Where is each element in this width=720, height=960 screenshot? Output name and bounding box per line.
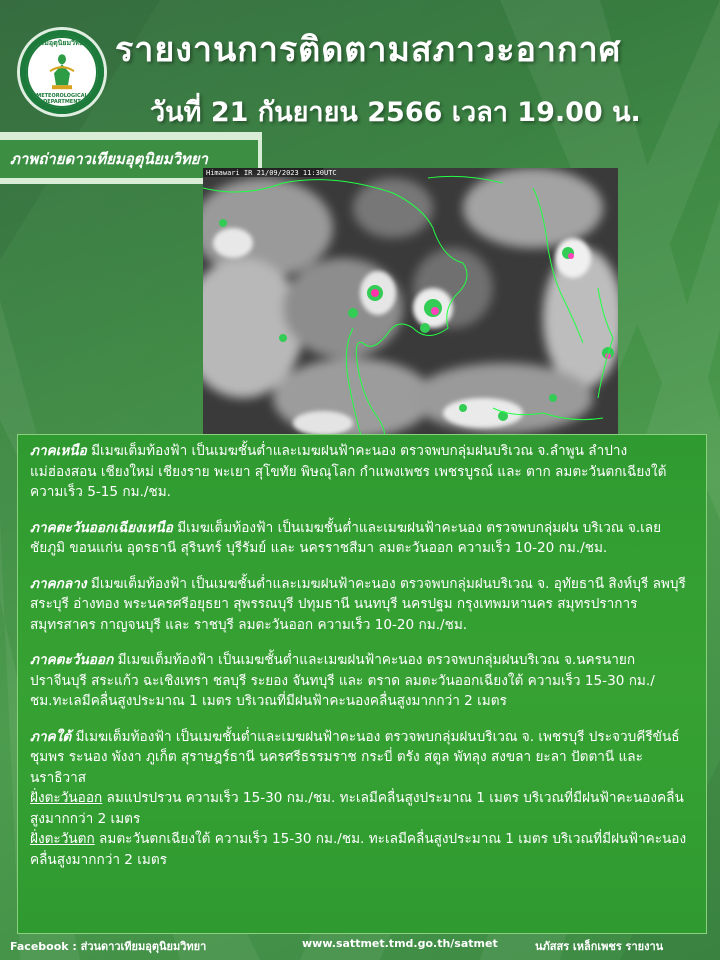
report-northeast-text: มีเมฆเต็มท้องฟ้า เป็นเมฆชั้นต่ำและเมฆฝนฟ้าคะนอง ตรวจพบกลุ่มฝน บริเวณ จ.เลย ชัยภูมิ ขอนแก่น อุดรธานี สุรินทร์ บุรีรัมย์ และ นครราชสีมา ลมตะวันออก ความเร็ว 10-20 กม./ชม.	[30, 519, 662, 556]
satellite-image	[203, 168, 618, 443]
report-south-text: มีเมฆเต็มท้องฟ้า เป็นเมฆชั้นต่ำและเมฆฝนฟ้าคะนอง ตรวจพบกลุ่มฝนบริเวณ จ. เพชรบุรี ประจวบคีรีขันธ์ ชุมพร ระนอง พังงา ภูเก็ต สุราษฎร์ธานี นครศรีธรรมราช กระบี่ ตรัง สตูล พัทลุง สงขลา ยะลา ปัตตานี และ นราธิวาส	[30, 728, 680, 786]
weather-report	[17, 434, 707, 934]
report-central-text: มีเมฆเต็มท้องฟ้า เป็นเมฆชั้นต่ำและเมฆฝนฟ้าคะนอง ตรวจพบกลุ่มฝนบริเวณ จ. อุทัยธานี สิงห์บุรี ลพบุรี สระบุรี อ่างทอง พระนครศรีอยุธยา สุพรรณบุรี ปทุมธานี นนทบุรี นครปฐม กรุงเทพมหานคร สมุทรปราการ สมุทรสาคร กาญจนบุรี และ ราชบุรี ลมตะวันออก ความเร็ว 10-20 กม./ชม.	[30, 575, 686, 633]
region-northeast: ภาคตะวันออกเฉียงเหนือ	[30, 519, 173, 536]
logo-top-text: กรมอุตุนิยมวิทยา	[36, 39, 88, 47]
report-northeast	[30, 518, 694, 559]
region-central: ภาคกลาง	[30, 575, 87, 592]
footer-website[interactable]: www.sattmet.tmd.go.th/satmet	[302, 937, 498, 950]
west-coast-label: ฝั่งตะวันตก	[30, 831, 95, 847]
satellite-label: Himawari IR 21/09/2023 11:30UTC	[206, 169, 337, 177]
east-coast-label: ฝั่งตะวันออก	[30, 790, 103, 806]
report-east	[30, 650, 694, 712]
region-east: ภาคตะวันออก	[30, 652, 114, 668]
report-north	[30, 441, 694, 503]
region-south: ภาคใต้	[30, 728, 72, 745]
logo-bottom-text: METEOROLOGICAL DEPARTMENT	[36, 93, 88, 105]
report-north-text: มีเมฆเต็มท้องฟ้า เป็นเมฆชั้นต่ำและเมฆฝนฟ้าคะนอง ตรวจพบกลุ่มฝนบริเวณ จ.ลำพูน ลำปาง แม่ฮ่องสอน เชียงใหม่ เชียงราย พะเยา สุโขทัย พิษณุโลก กำแพงเพชร เพชรบูรณ์ และ ตาก ลมตะวันตกเฉียงใต้ ความเร็ว 5-15 กม./ชม.	[30, 443, 667, 500]
east-coast-text: ลมแปรปรวน ความเร็ว 15-30 กม./ชม. ทะเลมีคลื่นสูงประมาณ 1 เมตร บริเวณที่มีฝนฟ้าคะนองคลื่นสูงมากกว่า 2 เมตร	[30, 790, 684, 827]
report-south	[30, 727, 694, 871]
tmd-logo	[20, 30, 104, 114]
report-date: วันที่ 21 กันยายน 2566 เวลา 19.00 น.	[150, 97, 641, 128]
report-central	[30, 574, 694, 636]
west-coast-text: ลมตะวันตกเฉียงใต้ ความเร็ว 15-30 กม./ชม. ทะเลมีคลื่นสูงประมาณ 1 เมตร บริเวณที่มีฝนฟ้าคะนองคลื่นสูงมากกว่า 2 เมตร	[30, 831, 687, 868]
section-tab-label: ภาพถ่ายดาวเทียมอุตุนิยมวิทยา	[0, 140, 258, 178]
region-north: ภาคเหนือ	[30, 443, 87, 459]
satellite-map	[203, 168, 618, 443]
report-east-text: มีเมฆเต็มท้องฟ้า เป็นเมฆชั้นต่ำและเมฆฝนฟ้าคะนอง ตรวจพบกลุ่มฝนบริเวณ จ.นครนายก ปราจีนบุรี สระแก้ว ฉะเชิงเทรา ชลบุรี ระยอง จันทบุรี และ ตราด ลมตะวันออกเฉียงใต้ ความเร็ว 15-30 กม./ชม.ทะเลมีคลื่นสูงประมาณ 1 เมตร บริเวณที่มีฝนฟ้าคะนองคลื่นสูงมากกว่า 2 เมตร	[30, 652, 655, 709]
page-title: รายงานการติดตามสภาวะอากาศ	[115, 30, 622, 70]
footer-facebook: Facebook : ส่วนดาวเทียมอุตุนิยมวิทยา	[10, 940, 207, 953]
deity-emblem-icon	[46, 51, 78, 91]
footer-reporter: นภัสสร เหล็กเพชร รายงาน	[535, 940, 664, 953]
